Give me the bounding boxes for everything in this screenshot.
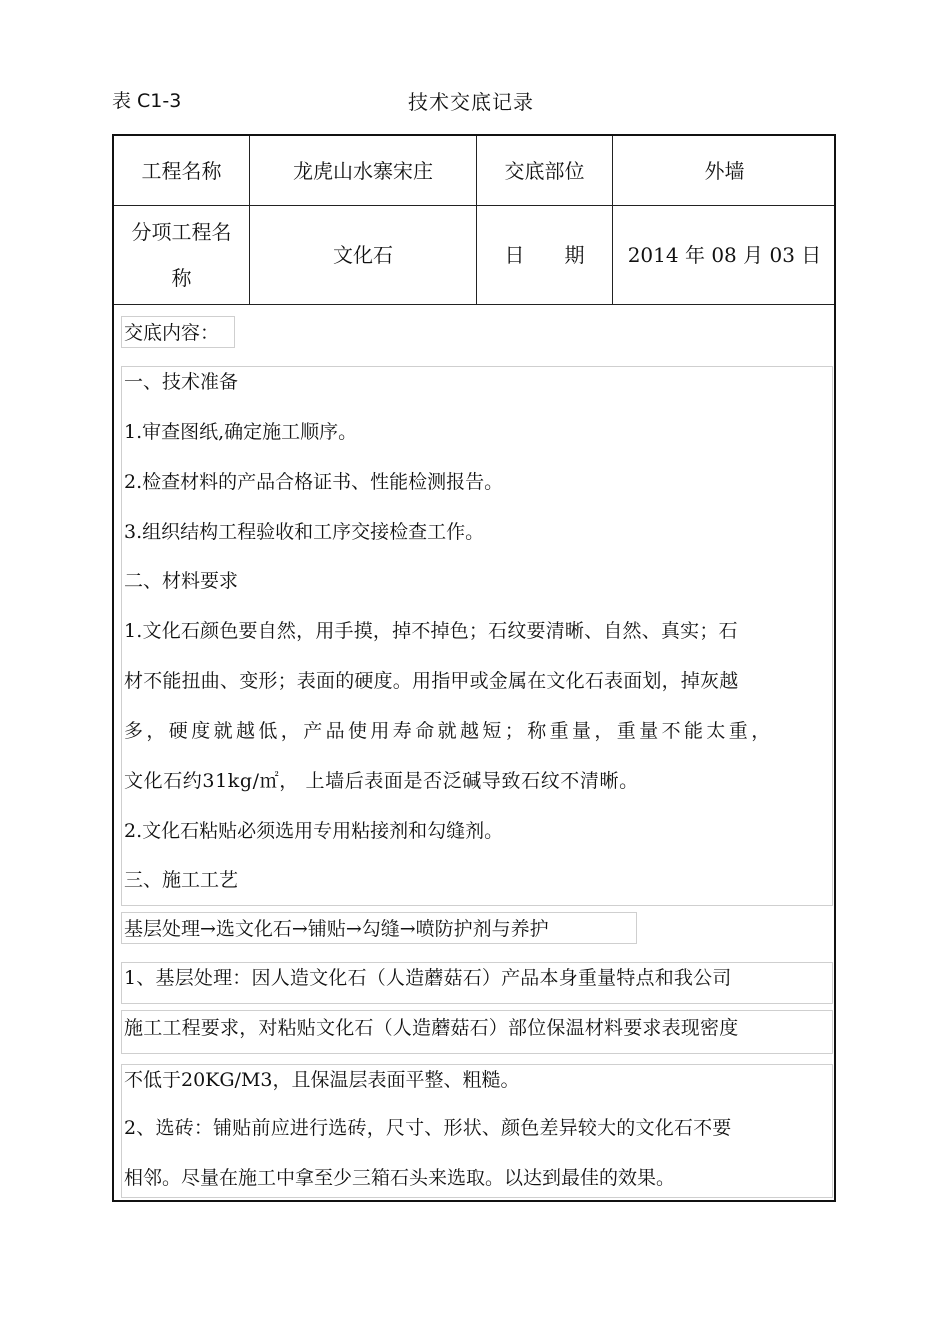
- process-flow: 基层处理→选文化石→铺贴→勾缝→喷防护剂与养护: [124, 918, 549, 940]
- content-line: 不低于20KG/M3，且保温层表面平整、粗糙。: [124, 1069, 520, 1091]
- content-line: 施工工程要求，对粘贴文化石（人造蘑菇石）部位保温材料要求表现密度: [124, 1017, 739, 1039]
- content-line: 多，硬度就越低，产品使用寿命就越短；称重量，重量不能太重，: [124, 720, 774, 742]
- content-line: 1、基层处理：因人造文化石（人造蘑菇石）产品本身重量特点和我公司: [124, 967, 732, 989]
- date-label-b: 期: [564, 243, 585, 267]
- subproject-label-line1: 分项工程名: [131, 220, 232, 244]
- location-value: 外墙: [704, 158, 745, 183]
- project-name-value: 龙虎山水寨宋庄: [293, 158, 433, 183]
- content-line: 2.检查材料的产品合格证书、性能检测报告。: [124, 471, 504, 493]
- content-line: 1.审查图纸,确定施工顺序。: [124, 421, 358, 443]
- date-label-a: 日: [504, 243, 525, 267]
- content-line: 材不能扭曲、变形；表面的硬度。用指甲或金属在文化石表面划，掉灰越: [124, 670, 739, 692]
- content-line: 文化石约31kg/㎡， 上墙后表面是否泛碱导致石纹不清晰。: [124, 770, 639, 792]
- date-label: [477, 206, 612, 304]
- content-line: 相邻。尽量在施工中拿至少三箱石头来选取。以达到最佳的效果。: [124, 1167, 676, 1189]
- content-line: 2.文化石粘贴必须选用专用粘接剂和勾缝剂。: [124, 820, 504, 842]
- project-name-label: 工程名称: [141, 158, 222, 183]
- subproject-label: [114, 206, 249, 304]
- content-heading: 交底内容：: [124, 322, 220, 344]
- subproject-label-line2: 称: [171, 266, 192, 290]
- date-value: 2014 年 08 月 03 日: [627, 243, 822, 267]
- content-line: 二、材料要求: [124, 570, 239, 592]
- content-line: 一、技术准备: [124, 371, 239, 393]
- content-line: 三、施工工艺: [124, 869, 239, 891]
- row-divider-2: [114, 304, 834, 305]
- record-table: [112, 134, 836, 1202]
- content-line: 3.组织结构工程验收和工序交接检查工作。: [124, 521, 485, 543]
- form-code: 表 C1-3: [112, 90, 182, 112]
- content-line: 1.文化石颜色要自然，用手摸，掉不掉色；石纹要清晰、自然、真实；石: [124, 620, 738, 642]
- location-label: 交底部位: [504, 158, 585, 183]
- content-line: 2、选砖：铺贴前应进行选砖，尺寸、形状、颜色差异较大的文化石不要: [124, 1117, 732, 1139]
- subproject-value: 文化石: [333, 243, 393, 267]
- document-title: 技术交底记录: [408, 90, 534, 114]
